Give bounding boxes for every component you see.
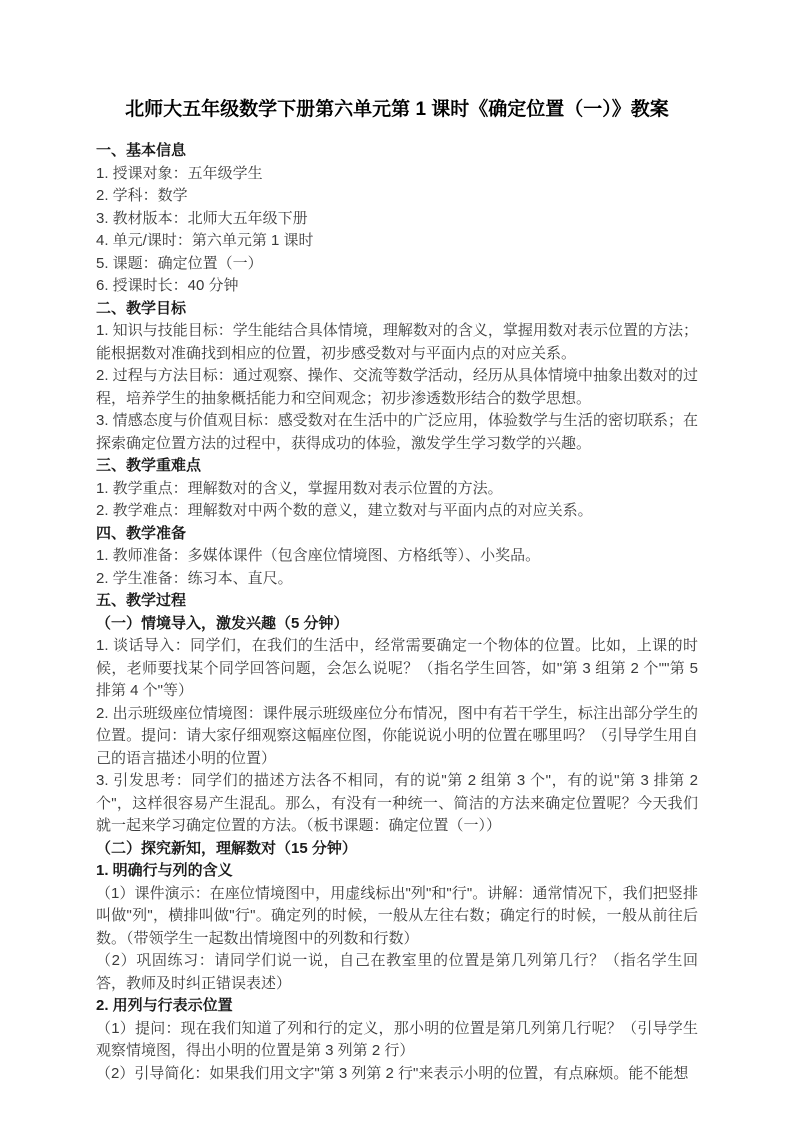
paragraph: 2. 教学难点：理解数对中两个数的意义，建立数对与平面内点的对应关系。 xyxy=(96,502,593,519)
subsection-heading-intro: （一）情境导入，激发兴趣（5 分钟） xyxy=(96,614,349,632)
paragraph: （2）巩固练习：请同学们说一说，自己在教室里的位置是第几列第几行？（指名学生回答，教师及时纠正错误表述） xyxy=(96,952,698,992)
paragraph: 1. 教学重点：理解数对的含义，掌握用数对表示位置的方法。 xyxy=(96,479,503,497)
paragraph: 3. 教材版本：北师大五年级下册 xyxy=(96,209,308,227)
paragraph: 1. 谈话导入：同学们，在我们的生活中，经常需要确定一个物体的位置。比如，上课的时候，老师要找某个同学回答问题，会怎么说呢？（指名学生回答，如"第 3 组第 2 个""第 5 排第 4 个"等） xyxy=(96,637,698,699)
subsection-heading-explore: （二）探究新知，理解数对（15 分钟） xyxy=(96,839,357,857)
section-heading-preparation: 四、教学准备 xyxy=(96,524,187,542)
paragraph: 1. 教师准备：多媒体课件（包含座位情境图、方格纸等）、小奖品。 xyxy=(96,547,541,564)
section-heading-teaching-goals: 二、教学目标 xyxy=(96,299,187,317)
paragraph: 6. 授课时长：40 分钟 xyxy=(96,277,239,294)
paragraph: 2. 过程与方法目标：通过观察、操作、交流等数学活动，经历从具体情境中抽象出数对的过程，培养学生的抽象概括能力和空间观念；初步渗透数形结合的数学思想。 xyxy=(96,367,698,407)
paragraph: 1. 授课对象：五年级学生 xyxy=(96,164,263,182)
paragraph: 3. 引发思考：同学们的描述方法各不相同，有的说"第 2 组第 3 个"，有的说"第 3 排第 2 个"，这样很容易产生混乱。那么，有没有一种统一、简洁的方法来确定位置呢？今天我们就一起来学习确定位置的方法。（板书课题：确定位置（一）） xyxy=(96,772,698,834)
paragraph: 5. 课题：确定位置（一） xyxy=(96,254,263,272)
paragraph: 2. 学生准备：练习本、直尺。 xyxy=(96,569,293,587)
paragraph: 3. 情感态度与价值观目标：感受数对在生活中的广泛应用，体验数学与生活的密切联系；在探索确定位置方法的过程中，获得成功的体验，激发学生学习数学的兴趣。 xyxy=(96,412,698,452)
sub-item-heading-rows-columns: 1. 明确行与列的含义 xyxy=(96,862,233,879)
paragraph: 2. 出示班级座位情境图：课件展示班级座位分布情况，图中有若干学生，标注出部分学生的位置。提问：请大家仔细观察这幅座位图，你能说说小明的位置在哪里吗？（引导学生用自己的语言描述小明的位置） xyxy=(96,704,698,767)
document-title: 北师大五年级数学下册第六单元第 1 课时《确定位置（一）》教案 xyxy=(125,99,669,120)
paragraph: （2）引导简化：如果我们用文字"第 3 列第 2 行"来表示小明的位置，有点麻烦。能不能想 xyxy=(96,1064,689,1082)
paragraph: 2. 学科：数学 xyxy=(96,187,188,204)
paragraph: （1）提问：现在我们知道了列和行的定义，那小明的位置是第几列第几行呢？（引导学生观察情境图，得出小明的位置是第 3 列第 2 行） xyxy=(96,1019,698,1059)
paragraph: （1）课件演示：在座位情境图中，用虚线标出"列"和"行"。讲解：通常情况下，我们把竖排叫做"列"，横排叫做"行"。确定列的时候，一般从左往右数；确定行的时候，一般从前往后数。（带领学生一起数出情境图中的列数和行数） xyxy=(96,884,698,947)
sub-item-heading-position: 2. 用列与行表示位置 xyxy=(96,997,233,1014)
section-heading-key-difficulties: 三、教学重难点 xyxy=(96,457,202,474)
section-heading-basic-info: 一、基本信息 xyxy=(96,142,187,159)
paragraph: 1. 知识与技能目标：学生能结合具体情境，理解数对的含义，掌握用数对表示位置的方法；能根据数对准确找到相应的位置，初步感受数对与平面内点的对应关系。 xyxy=(96,322,698,362)
section-heading-teaching-process: 五、教学过程 xyxy=(96,592,187,609)
paragraph: 4. 单元/课时：第六单元第 1 课时 xyxy=(96,232,314,249)
